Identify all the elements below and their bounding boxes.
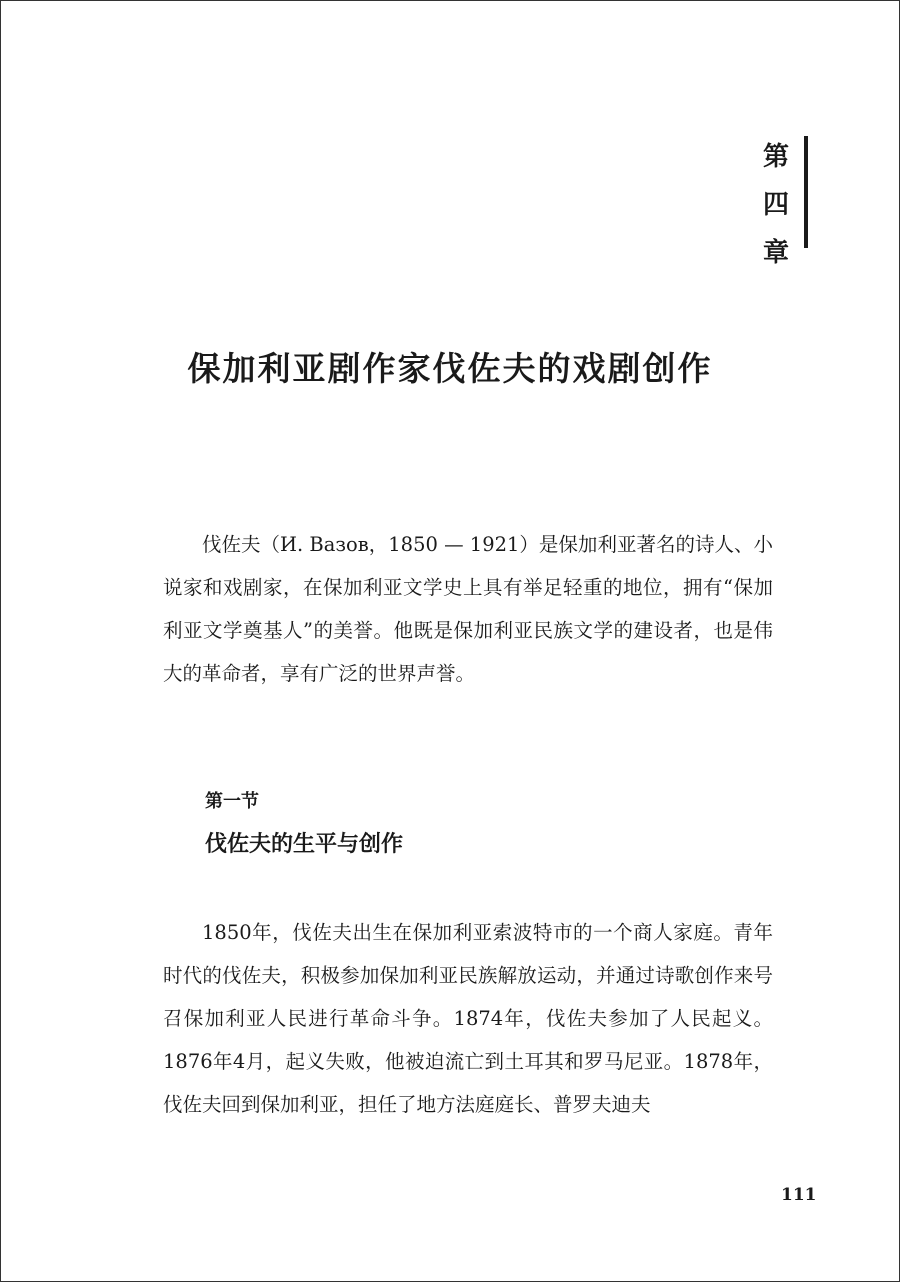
chapter-title: 保加利亚剧作家伐佐夫的戏剧创作 [187,349,713,388]
chapter-marker [761,133,809,269]
section-title: 伐佐夫的生平与创作 [205,831,404,857]
chapter-char: 章 [762,238,789,269]
chapter-char: 四 [762,190,789,221]
intro-paragraph: 伐佐夫（И. Вазов，1850 — 1921）是保加利亚著名的诗人、小说家和戏剧家，在保加利亚文学史上具有举足轻重的地位，拥有“保加利亚文学奠基人”的美誉。他既是保加利亚民族文学的建设者，也是伟大的革命者，享有广泛的世界声誉。 [163,533,773,685]
chapter-char: 第 [762,142,789,172]
chapter-label [761,133,791,277]
section-label: 第一节 [205,791,259,812]
body-paragraph: 1850年，伐佐夫出生在保加利亚索波特市的一个商人家庭。青年时代的伐佐夫，积极参加保加利亚民族解放运动，并通过诗歌创作来号召保加利亚人民进行革命斗争。1874年，伐佐夫参加了人民起义。1876年4月，起义失败，他被迫流亡到土耳其和罗马尼亚。1878年，伐佐夫回到保加利亚，担任了地方法庭庭长、普罗夫迪夫 [163,921,773,1116]
chapter-bar-divider [804,136,808,248]
page-number: 111 [781,1185,817,1205]
